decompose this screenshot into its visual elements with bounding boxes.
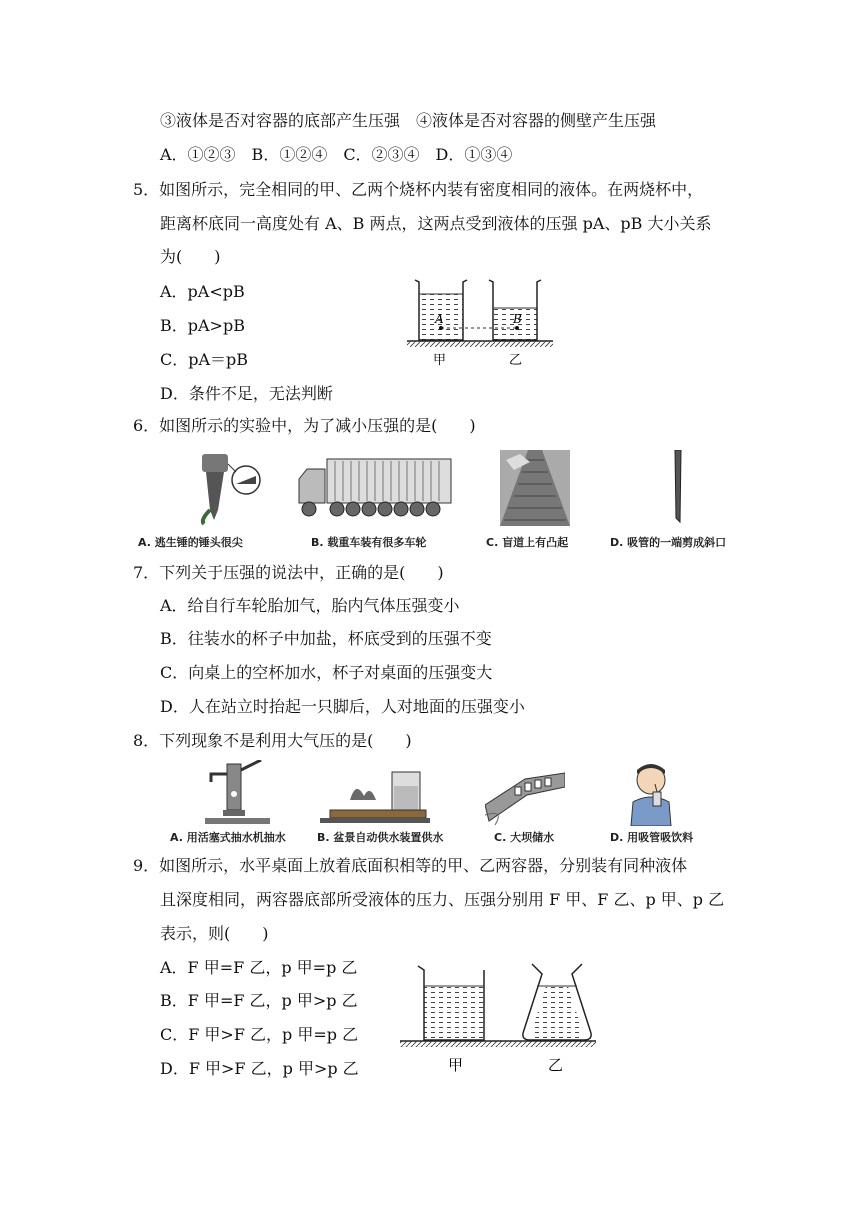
q7-option-b: B．往装水的杯子中加盐，杯底受到的压强不变 — [160, 629, 492, 648]
q5-stem-line3: 为( ) — [160, 247, 221, 266]
q5-option-b: B．pA>pB — [160, 316, 245, 335]
q8-dam-image — [485, 765, 565, 825]
q9-option-b: B．F 甲=F 乙，p 甲>p 乙 — [160, 991, 358, 1010]
q9-option-a: A．F 甲=F 乙，p 甲=p 乙 — [160, 958, 358, 977]
q5-option-d: D．条件不足，无法判断 — [160, 384, 333, 403]
q6-caption-c: C. 盲道上有凸起 — [486, 536, 569, 549]
q9-option-c: C．F 甲>F 乙，p 甲=p 乙 — [160, 1025, 359, 1044]
q8-drinking-straw-image — [625, 762, 685, 826]
q9-label-jia: 甲 — [448, 1056, 464, 1074]
q8-caption-a: A. 用活塞式抽水机抽水 — [170, 831, 286, 844]
q8-caption-b: B. 盆景自动供水装置供水 — [317, 831, 444, 844]
q7-option-d: D．人在站立时抬起一只脚后，人对地面的压强变小 — [160, 697, 525, 716]
q4-line1: ③液体是否对容器的底部产生压强 ④液体是否对容器的侧壁产生压强 — [160, 111, 657, 130]
q6-tactile-path-image — [500, 450, 570, 526]
q8-caption-c: C. 大坝储水 — [494, 831, 555, 844]
q9-option-d: D．F 甲>F 乙，p 甲>p 乙 — [160, 1059, 359, 1078]
q6-caption-b: B. 载重车装有很多车轮 — [311, 536, 427, 549]
q8-stem: 8．下列现象不是利用大气压的是( ) — [133, 731, 412, 750]
q5-point-a: A — [435, 312, 444, 326]
q6-caption-a: A. 逃生锤的锤头很尖 — [138, 536, 243, 549]
q5-stem-line1: 5．如图所示，完全相同的甲、乙两个烧杯内装有密度相同的液体。在两烧杯中， — [133, 180, 704, 199]
q4-options: A．①②③ B．①②④ C．②③④ D．①③④ — [160, 145, 513, 164]
q8-pump-image — [205, 760, 270, 826]
q8-caption-d: D. 用吸管吸饮料 — [610, 831, 694, 844]
q9-label-yi: 乙 — [548, 1056, 564, 1074]
q6-caption-d: D. 吸管的一端剪成斜口 — [610, 536, 727, 549]
q9-containers-figure — [398, 960, 598, 1078]
q9-stem-line2: 且深度相同，两容器底部所受液体的压力、压强分别用 F 甲、F 乙、p 甲、p 乙 — [160, 890, 725, 909]
q5-stem-line2: 距离杯底同一高度处有 A、B 两点，这两点受到液体的压强 pA、pB 大小关系 — [160, 214, 712, 233]
q9-stem-line1: 9．如图所示，水平桌面上放着底面积相等的甲、乙两容器，分别装有同种液体 — [133, 856, 688, 875]
q5-label-yi: 乙 — [509, 353, 523, 367]
q7-option-c: C．向桌上的空杯加水，杯子对桌面的压强变大 — [160, 663, 493, 682]
q6-stem: 6．如图所示的实验中，为了减小压强的是( ) — [133, 416, 476, 435]
q7-option-a: A．给自行车轮胎加气，胎内气体压强变小 — [160, 596, 460, 615]
q5-point-b: B — [513, 312, 522, 326]
q6-truck-image — [295, 455, 455, 523]
q5-option-a: A．pA<pB — [160, 282, 245, 301]
q5-label-jia: 甲 — [433, 353, 447, 367]
q7-stem: 7．下列关于压强的说法中，正确的是( ) — [133, 563, 444, 582]
q8-bonsai-water-device-image — [320, 770, 430, 825]
q9-stem-line3: 表示，则( ) — [160, 924, 269, 943]
q5-beakers-figure — [405, 272, 555, 367]
q5-option-c: C．pA＝pB — [160, 350, 249, 369]
q6-escape-hammer-image — [180, 450, 265, 530]
q6-straw-image — [668, 450, 688, 524]
